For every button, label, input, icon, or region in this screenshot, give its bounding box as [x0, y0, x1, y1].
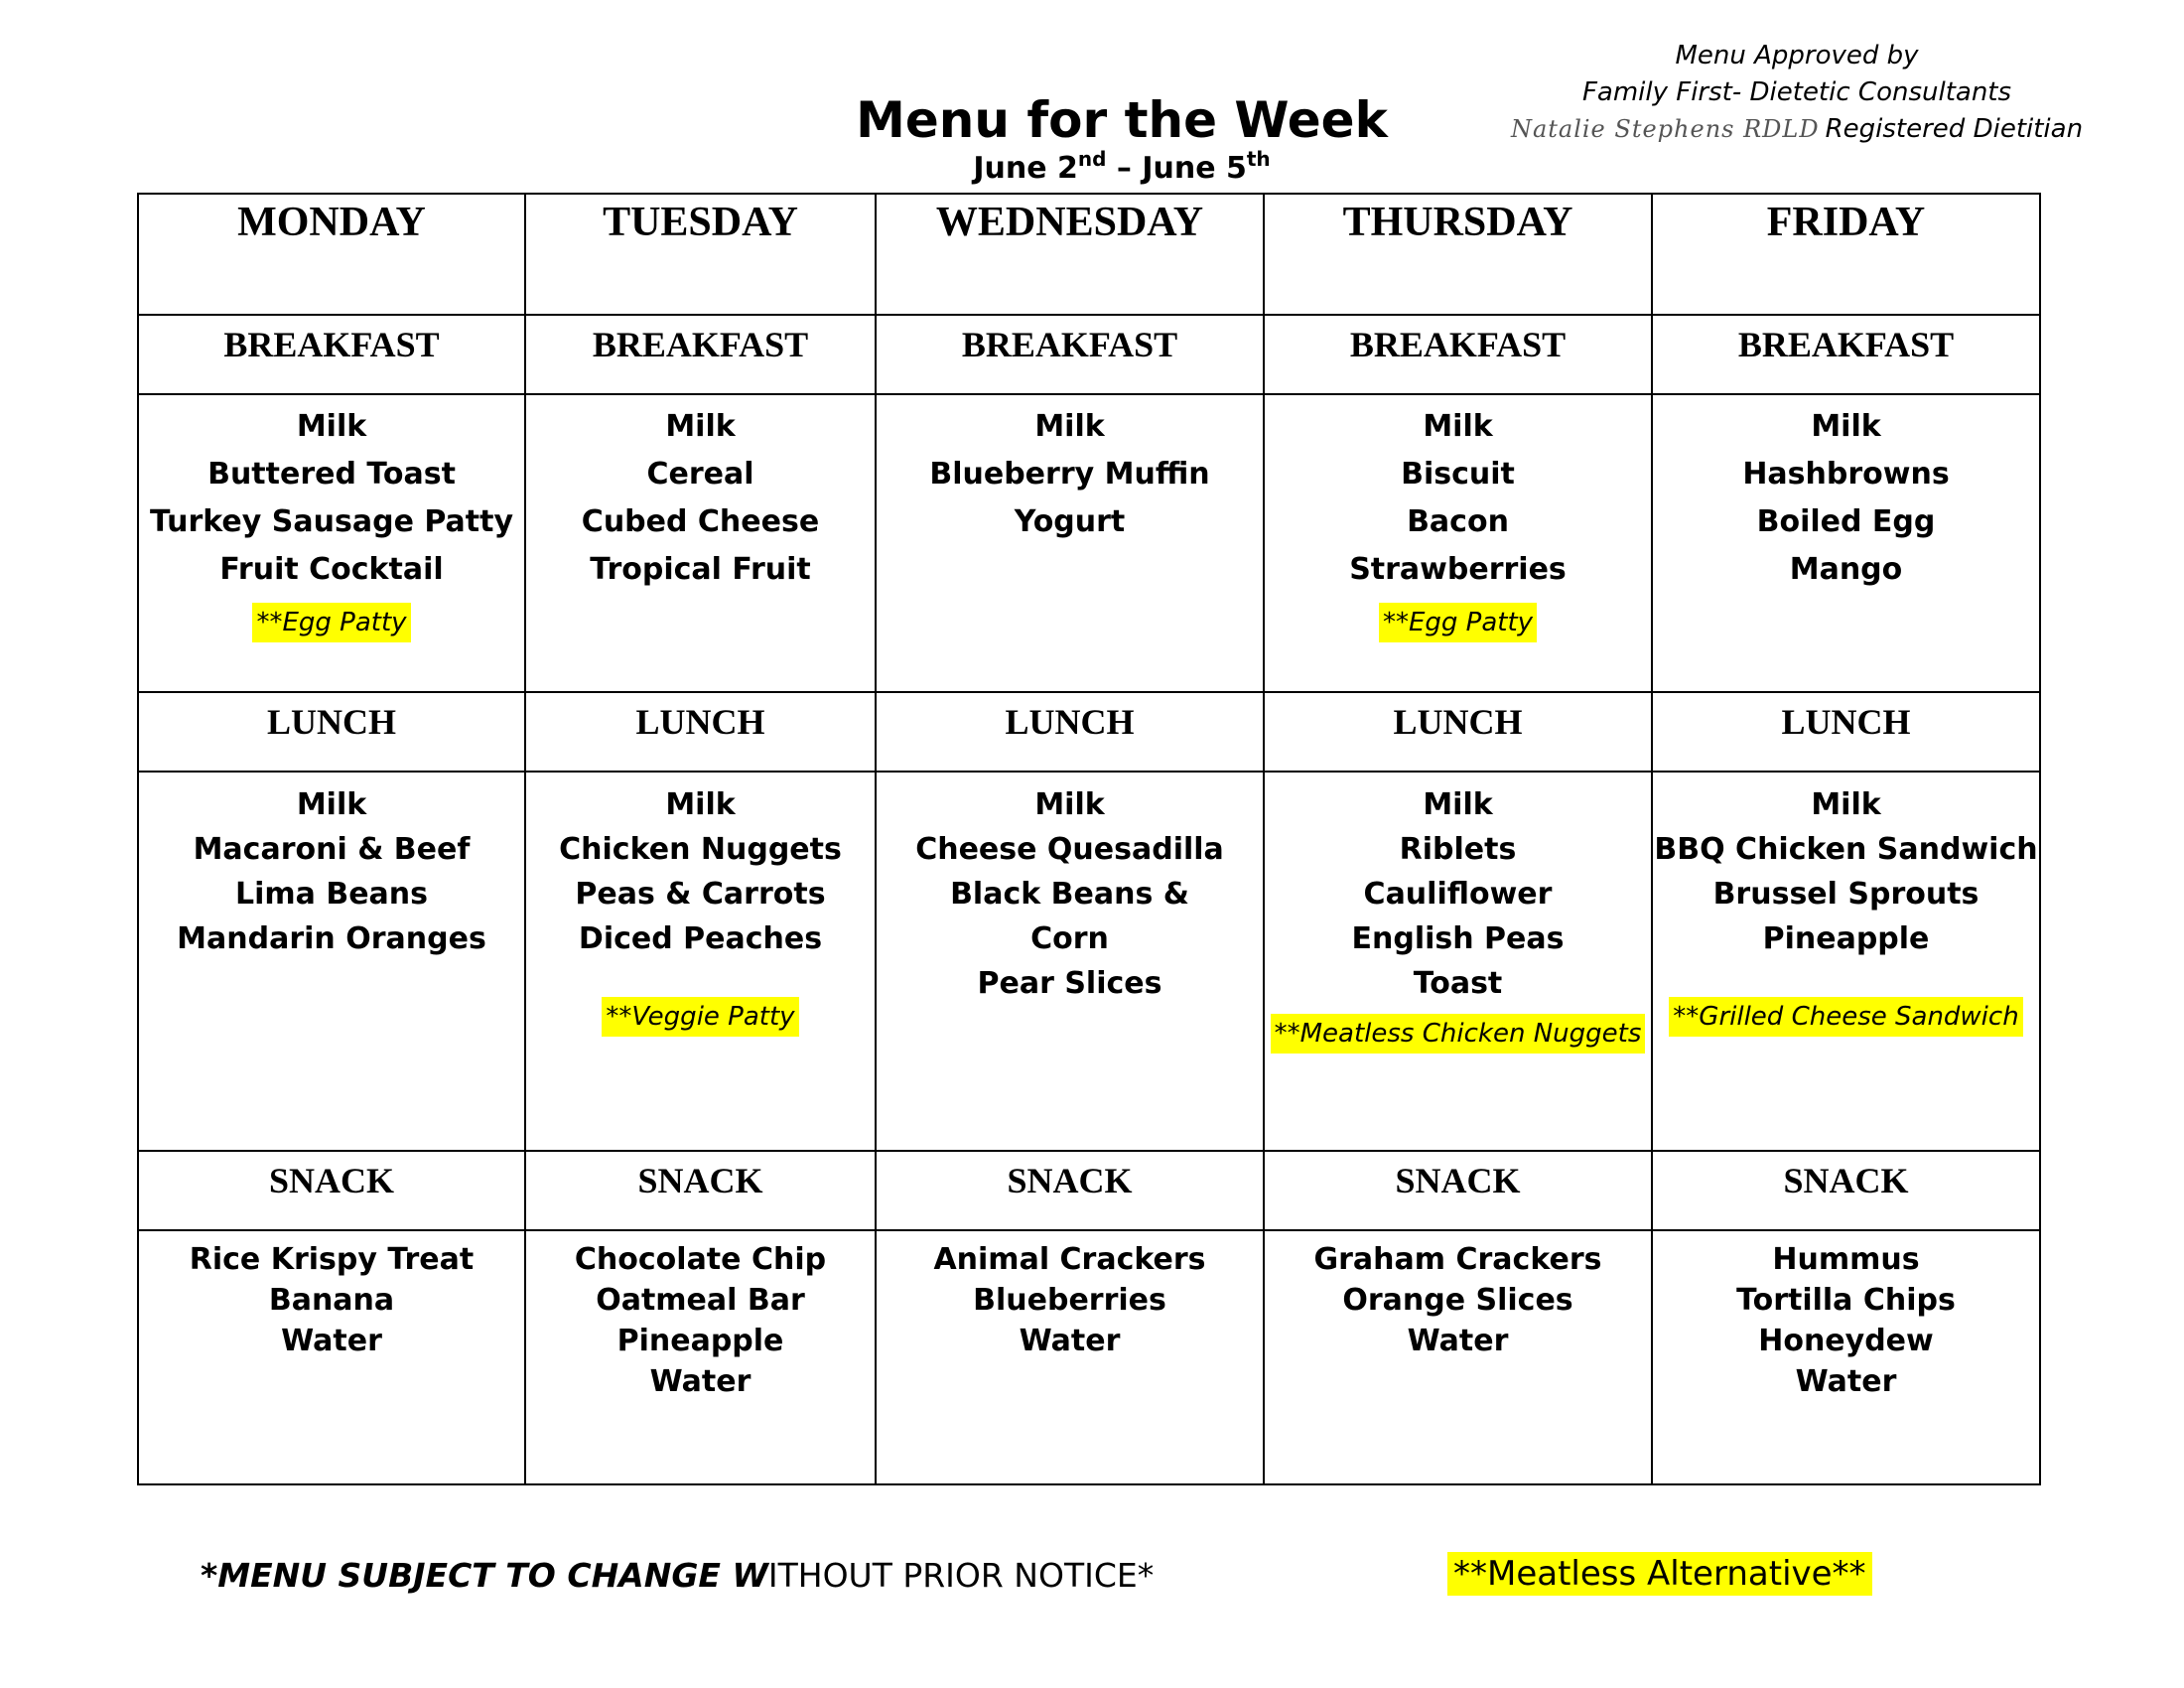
breakfast-items-friday — [1652, 394, 2040, 692]
meatless-legend: **Meatless Alternative** — [1447, 1552, 1872, 1596]
breakfast-item: Milk — [1811, 409, 1881, 444]
lunch-item: Riblets — [1399, 832, 1517, 867]
breakfast-item: Yogurt — [1014, 504, 1126, 539]
breakfast-item: Fruit Cocktail — [219, 552, 444, 587]
snack-item: Animal Crackers — [933, 1242, 1206, 1277]
snack-row — [138, 1230, 2040, 1484]
snack-item: Water — [281, 1324, 382, 1358]
breakfast-items-monday — [138, 394, 525, 692]
date-end: June 5 — [1142, 151, 1247, 186]
snack-items-friday — [1652, 1230, 2040, 1484]
breakfast-item: Hashbrowns — [1742, 457, 1950, 492]
lunch-item: Peas & Carrots — [575, 877, 826, 912]
approval-block — [1469, 38, 2124, 148]
date-start-suffix: nd — [1077, 147, 1107, 171]
breakfast-item: Bacon — [1407, 504, 1509, 539]
snack-items-tuesday — [525, 1230, 876, 1484]
snack-items-thursday — [1264, 1230, 1652, 1484]
snack-label-thursday: SNACK — [1264, 1151, 1652, 1230]
snack-item: Water — [1019, 1324, 1121, 1358]
dietitian-title: Registered Dietitian — [1825, 114, 2084, 144]
lunch-items-monday — [138, 772, 525, 1151]
snack-item: Banana — [268, 1283, 395, 1318]
breakfast-items-thursday — [1264, 394, 1652, 692]
day-name-thursday: THURSDAY — [1264, 194, 1652, 315]
breakfast-label-wednesday: BREAKFAST — [876, 315, 1264, 394]
breakfast-item: Cereal — [646, 457, 754, 492]
breakfast-alternative-wrap — [1265, 598, 1651, 645]
snack-item: Water — [1407, 1324, 1509, 1358]
day-name-monday: MONDAY — [138, 194, 525, 315]
dietitian-signature: Natalie Stephens RDLD — [1510, 115, 1820, 143]
meatless-alternative: **Egg Patty — [1379, 603, 1537, 642]
lunch-alternative-wrap — [1265, 1010, 1651, 1055]
snack-item: Blueberries — [973, 1283, 1166, 1318]
approval-line-2: Family First- Dietetic Consultants — [1581, 77, 2012, 107]
lunch-label-monday: LUNCH — [138, 692, 525, 772]
lunch-item: Toast — [1413, 966, 1503, 1001]
breakfast-item: Blueberry Muffin — [929, 457, 1210, 492]
snack-item: Graham Crackers — [1313, 1242, 1602, 1277]
meatless-alternative: **Veggie Patty — [602, 997, 798, 1037]
lunch-item: Milk — [1034, 787, 1105, 822]
snack-item: Tortilla Chips — [1736, 1283, 1956, 1318]
lunch-item: Brussel Sprouts — [1712, 877, 1979, 912]
lunch-item: Pear Slices — [977, 966, 1162, 1001]
snack-item: Oatmeal Bar — [596, 1283, 805, 1318]
breakfast-label-row — [138, 315, 2040, 394]
breakfast-items-wednesday — [876, 394, 1264, 692]
notice-plain: ITHOUT PRIOR NOTICE* — [767, 1556, 1155, 1595]
weekly-menu-table — [137, 193, 2041, 1485]
day-header-row — [138, 194, 2040, 315]
lunch-item: English Peas — [1351, 921, 1565, 956]
lunch-label-friday: LUNCH — [1652, 692, 2040, 772]
snack-label-monday: SNACK — [138, 1151, 525, 1230]
lunch-item: Chicken Nuggets — [559, 832, 842, 867]
approval-line-3 — [1469, 111, 2124, 148]
snack-label-row — [138, 1151, 2040, 1230]
breakfast-item: Cubed Cheese — [581, 504, 820, 539]
breakfast-item: Milk — [665, 409, 736, 444]
breakfast-item: Milk — [1034, 409, 1105, 444]
snack-item: Chocolate Chip — [574, 1242, 827, 1277]
breakfast-item: Turkey Sausage Patty — [149, 504, 514, 539]
date-end-suffix: th — [1246, 147, 1271, 171]
snack-items-wednesday — [876, 1230, 1264, 1484]
lunch-label-wednesday: LUNCH — [876, 692, 1264, 772]
lunch-item: Macaroni & Beef — [193, 832, 471, 867]
lunch-row — [138, 772, 2040, 1151]
day-name-wednesday: WEDNESDAY — [876, 194, 1264, 315]
lunch-items-wednesday — [876, 772, 1264, 1151]
lunch-label-thursday: LUNCH — [1264, 692, 1652, 772]
breakfast-label-friday: BREAKFAST — [1652, 315, 2040, 394]
meatless-alternative: **Grilled Cheese Sandwich — [1669, 997, 2022, 1037]
lunch-item: Milk — [665, 787, 736, 822]
snack-label-friday: SNACK — [1652, 1151, 2040, 1230]
snack-item: Hummus — [1772, 1242, 1920, 1277]
lunch-item: Milk — [1811, 787, 1881, 822]
date-separator: – — [1106, 151, 1143, 186]
breakfast-item: Buttered Toast — [207, 457, 456, 492]
date-range — [695, 147, 1549, 186]
menu-change-notice — [201, 1556, 1154, 1595]
lunch-alternative-wrap — [1653, 993, 2039, 1038]
meatless-alternative: **Egg Patty — [252, 603, 410, 642]
lunch-item: Pineapple — [1762, 921, 1930, 956]
lunch-label-tuesday: LUNCH — [525, 692, 876, 772]
breakfast-label-thursday: BREAKFAST — [1264, 315, 1652, 394]
breakfast-item: Tropical Fruit — [590, 552, 811, 587]
lunch-item: Corn — [1030, 921, 1109, 956]
lunch-items-friday — [1652, 772, 2040, 1151]
lunch-item: BBQ Chicken Sandwich — [1654, 832, 2038, 867]
lunch-item: Cauliflower — [1363, 877, 1553, 912]
breakfast-item: Strawberries — [1349, 552, 1567, 587]
breakfast-label-tuesday: BREAKFAST — [525, 315, 876, 394]
snack-item: Pineapple — [616, 1324, 784, 1358]
snack-item: Honeydew — [1758, 1324, 1934, 1358]
meatless-alternative: **Meatless Chicken Nuggets — [1271, 1014, 1646, 1054]
breakfast-items-tuesday — [525, 394, 876, 692]
page-title: Menu for the Week — [856, 91, 1388, 149]
day-name-tuesday: TUESDAY — [525, 194, 876, 315]
lunch-alternative-wrap — [526, 993, 875, 1038]
snack-label-wednesday: SNACK — [876, 1151, 1264, 1230]
snack-items-monday — [138, 1230, 525, 1484]
lunch-items-tuesday — [525, 772, 876, 1151]
lunch-item: Milk — [296, 787, 367, 822]
breakfast-item: Milk — [1423, 409, 1493, 444]
day-name-friday: FRIDAY — [1652, 194, 2040, 315]
approval-line-1: Menu Approved by — [1675, 41, 1919, 70]
breakfast-item: Biscuit — [1401, 457, 1515, 492]
breakfast-label-monday: BREAKFAST — [138, 315, 525, 394]
notice-italic: *MENU SUBJECT TO CHANGE W — [201, 1556, 768, 1595]
lunch-item: Diced Peaches — [578, 921, 823, 956]
lunch-item: Mandarin Oranges — [177, 921, 486, 956]
breakfast-row — [138, 394, 2040, 692]
lunch-item: Cheese Quesadilla — [915, 832, 1224, 867]
lunch-item: Black Beans & — [950, 877, 1189, 912]
breakfast-item: Milk — [296, 409, 367, 444]
breakfast-alternative-wrap — [139, 598, 524, 645]
lunch-item: Lima Beans — [234, 877, 429, 912]
lunch-item: Milk — [1423, 787, 1493, 822]
breakfast-item: Boiled Egg — [1756, 504, 1936, 539]
breakfast-item: Mango — [1789, 552, 1903, 587]
lunch-label-row — [138, 692, 2040, 772]
date-start: June 2 — [973, 151, 1078, 186]
snack-item: Orange Slices — [1342, 1283, 1573, 1318]
snack-label-tuesday: SNACK — [525, 1151, 876, 1230]
snack-item: Rice Krispy Treat — [189, 1242, 475, 1277]
snack-item: Water — [1795, 1364, 1897, 1399]
snack-item: Water — [649, 1364, 751, 1399]
lunch-items-thursday — [1264, 772, 1652, 1151]
